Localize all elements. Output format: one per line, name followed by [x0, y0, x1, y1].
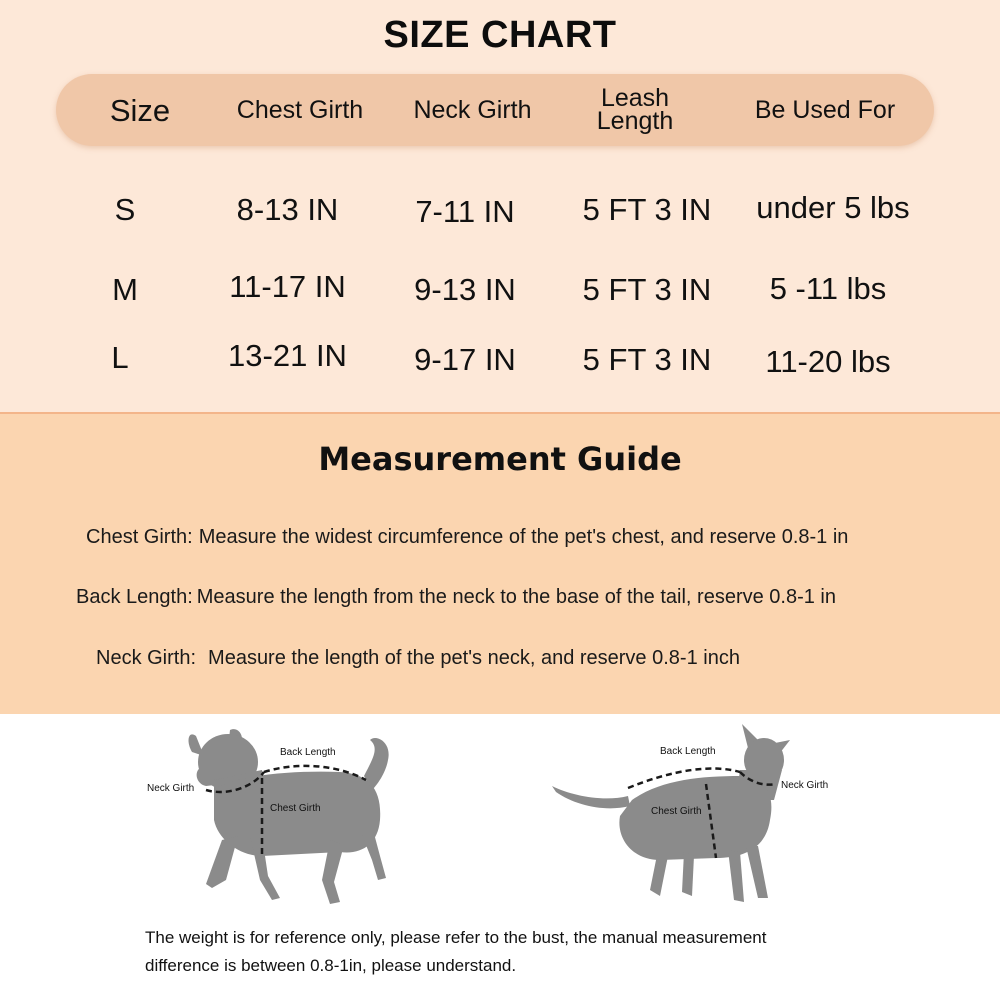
- row-s-use: under 5 lbs: [756, 190, 910, 225]
- guide-label: Back Length:: [76, 586, 193, 608]
- note-line-2: difference is between 0.8-1in, please understand.: [145, 956, 517, 975]
- header-be-used-for: Be Used For: [754, 95, 896, 124]
- cat-neck-girth-label: Neck Girth: [781, 780, 829, 791]
- note-line-1: The weight is for reference only, please refer to the bust, the manual measurement: [145, 928, 767, 947]
- row-s-chest: 8-13 IN: [236, 192, 339, 227]
- guide-text: Measure the length of the pet's neck, and reserve 0.8-1 inch: [208, 647, 740, 669]
- dog-chest-girth-label: Chest Girth: [270, 803, 321, 814]
- guide-label: Chest Girth:: [86, 526, 193, 548]
- measurement-guide-title: Measurement Guide: [318, 440, 682, 478]
- row-s-leash: 5 FT 3 IN: [582, 192, 712, 227]
- row-m-chest: 11-17 IN: [229, 269, 346, 304]
- header-chest-girth: Chest Girth: [236, 95, 364, 124]
- row-l-leash: 5 FT 3 IN: [582, 342, 712, 377]
- guide-item-neck-girth: [96, 647, 740, 670]
- row-m-use: 5 -11 lbs: [769, 271, 887, 306]
- row-m-size: M: [112, 272, 138, 307]
- guide-text: Measure the widest circumference of the pet's chest, and reserve 0.8-1 in: [198, 526, 849, 548]
- header-neck-girth: Neck Girth: [413, 95, 532, 124]
- row-l-chest: 13-21 IN: [228, 338, 347, 373]
- cat-back-length-label: Back Length: [660, 746, 716, 757]
- guide-label: Neck Girth:: [96, 647, 197, 669]
- row-l-neck: 9-17 IN: [414, 342, 516, 377]
- dog-neck-girth-label: Neck Girth: [147, 783, 195, 794]
- cat-chest-girth-label: Chest Girth: [651, 806, 702, 817]
- row-l-size: L: [111, 340, 129, 375]
- dog-back-length-label: Back Length: [280, 747, 336, 758]
- row-l-use: 11-20 lbs: [765, 344, 891, 379]
- row-m-leash: 5 FT 3 IN: [582, 272, 712, 307]
- reference-note: [145, 924, 865, 980]
- row-s-size: S: [114, 192, 136, 227]
- guide-item-back-length: [76, 586, 836, 609]
- guide-item-chest-girth: [86, 526, 848, 549]
- row-s-neck: 7-11 IN: [415, 194, 515, 229]
- guide-text: Measure the length from the neck to the base of the tail, reserve 0.8-1 in: [196, 586, 836, 608]
- size-chart-title: SIZE CHART: [383, 14, 617, 56]
- row-m-neck: 9-13 IN: [414, 272, 516, 307]
- header-size: Size: [109, 92, 171, 128]
- header-leash-length: Leash Length: [596, 84, 674, 135]
